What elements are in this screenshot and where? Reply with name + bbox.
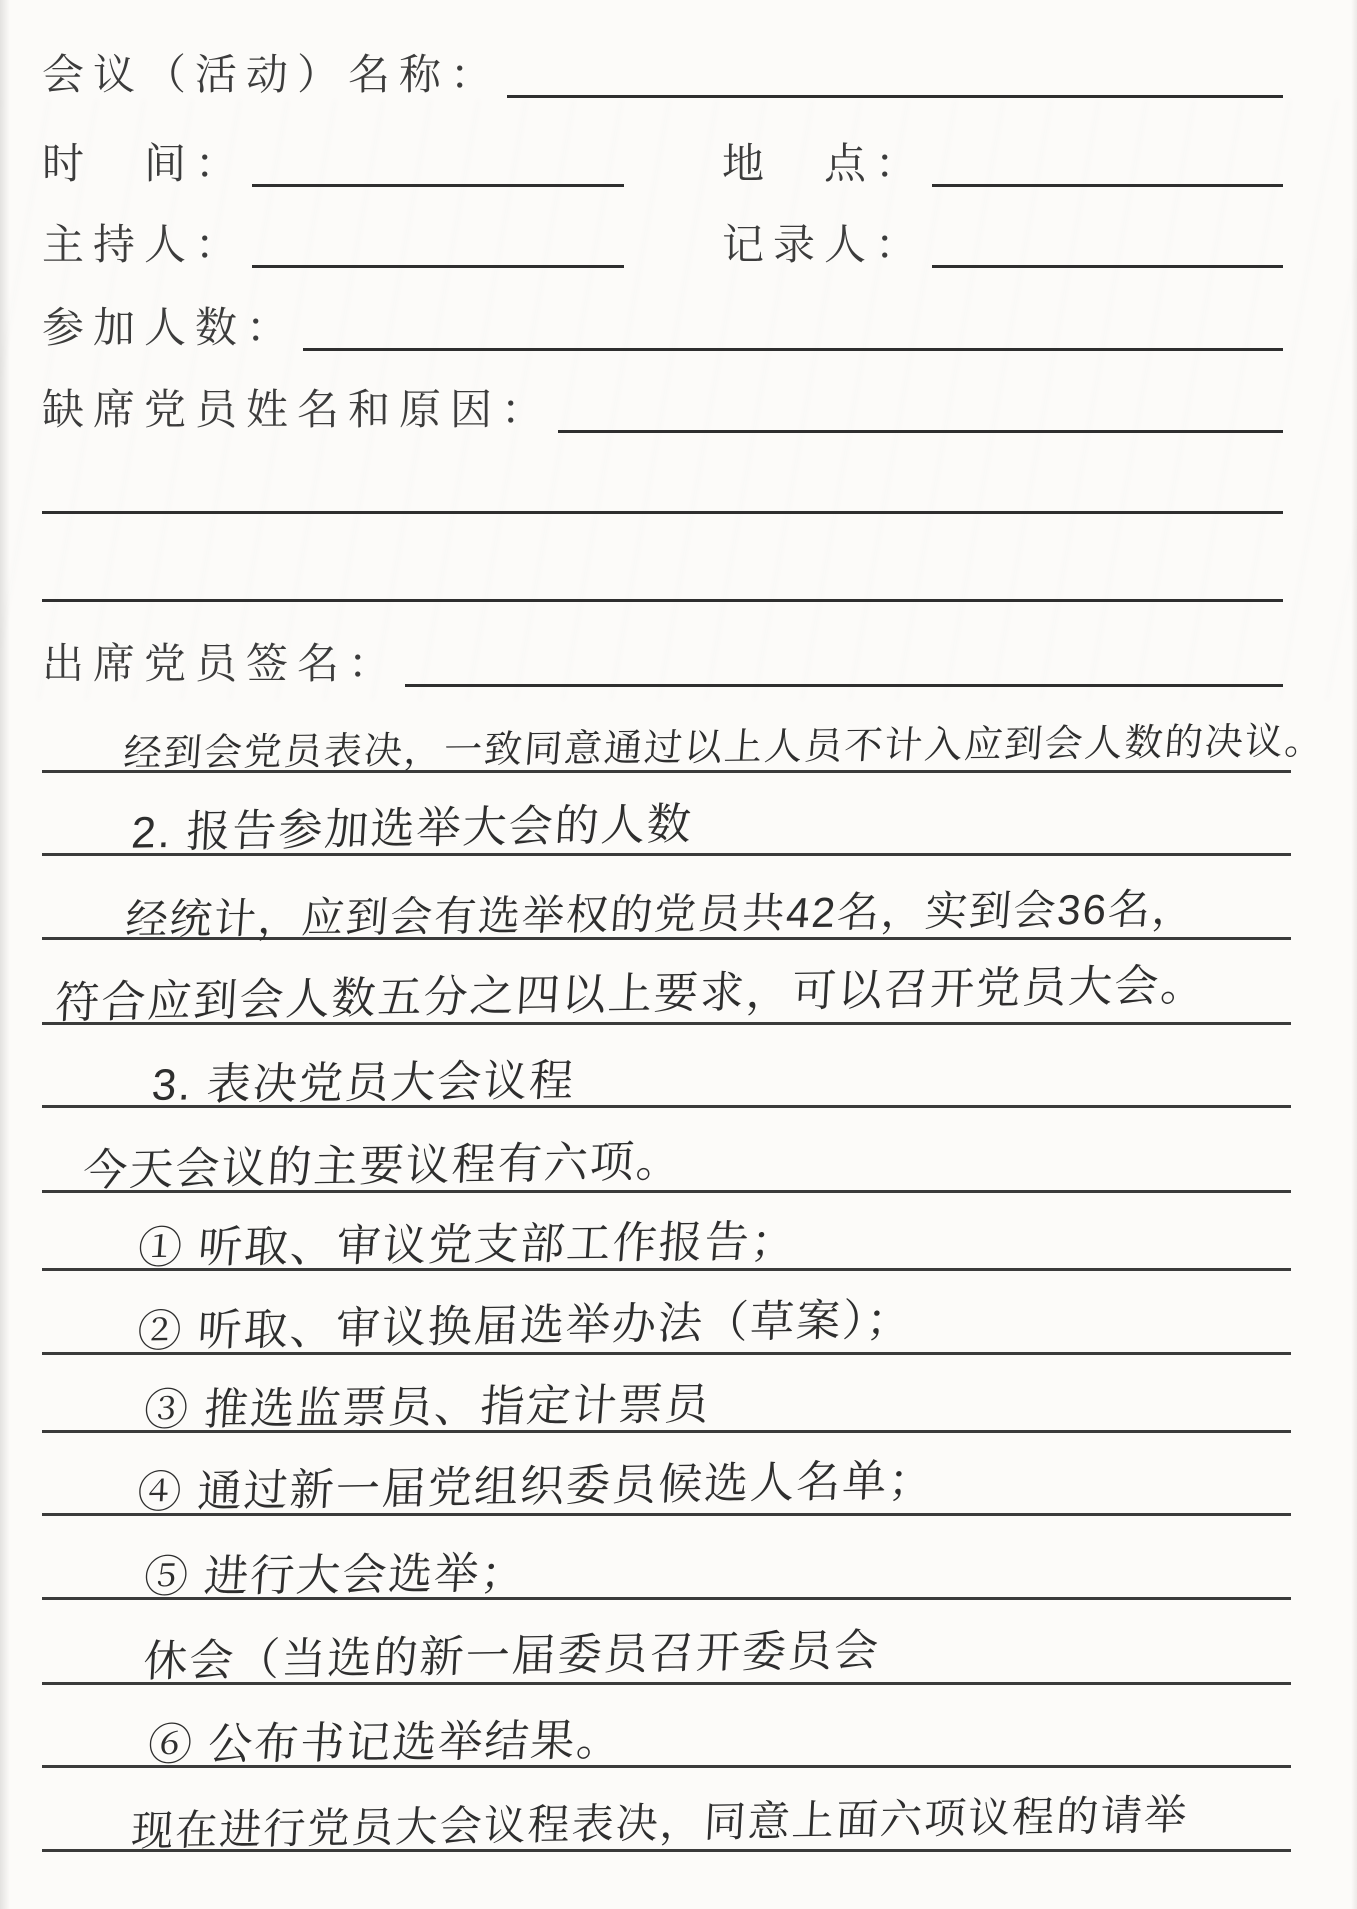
handwriting-text: ③ 推选监票员、指定计票员 bbox=[142, 1380, 713, 1436]
handwritten-line bbox=[42, 1769, 1291, 1855]
signature-label: 出席党员签名： bbox=[42, 640, 400, 687]
handwriting-text: ⑤ 进行大会选举； bbox=[142, 1549, 529, 1603]
absent-members-row bbox=[42, 381, 1283, 433]
handwritten-line bbox=[42, 1350, 1291, 1436]
time-blank-line bbox=[252, 132, 624, 187]
handwriting-text: ⑥ 公布书记选举结果。 bbox=[146, 1716, 625, 1771]
handwritten-line bbox=[42, 857, 1291, 943]
host-blank-line bbox=[252, 213, 624, 268]
signature-blank-line bbox=[405, 632, 1283, 687]
handwriting-text: ② 听取、审议换届选举办法（草案）； bbox=[136, 1295, 914, 1358]
signature-row bbox=[42, 635, 1283, 687]
location-label: 地 点： bbox=[722, 140, 927, 187]
handwritten-line bbox=[42, 1188, 1291, 1274]
location-blank-line bbox=[932, 132, 1283, 187]
participants-row bbox=[42, 299, 1283, 351]
handwriting-text: ① 听取、审议党支部工作报告； bbox=[136, 1217, 799, 1274]
handwriting-text: 现在进行党员大会议程表决，同意上面六项议程的请举 bbox=[130, 1790, 1190, 1855]
recorder-blank-line bbox=[932, 213, 1283, 268]
meeting-name-blank-line bbox=[507, 43, 1283, 98]
absent-members-continuation-line-1 bbox=[42, 511, 1283, 514]
time-label: 时 间： bbox=[42, 140, 247, 187]
handwritten-line bbox=[42, 1110, 1291, 1196]
scan-right-edge bbox=[1351, 0, 1357, 1909]
absent-members-label: 缺席党员姓名和原因： bbox=[42, 386, 553, 433]
participants-blank-line bbox=[303, 296, 1283, 351]
absent-members-continuation-line-2 bbox=[42, 599, 1283, 602]
handwritten-line bbox=[42, 1602, 1291, 1685]
handwritten-line bbox=[42, 1025, 1291, 1111]
handwritten-line bbox=[42, 1433, 1291, 1519]
handwritten-line bbox=[42, 690, 1327, 776]
meeting-name-row bbox=[42, 46, 1283, 98]
handwritten-line bbox=[42, 942, 1291, 1029]
recorder-label: 记录人： bbox=[722, 221, 927, 268]
handwriting-text: 符合应到会人数五分之四以上要求，可以召开党员大会。 bbox=[53, 961, 1208, 1029]
scan-left-edge bbox=[0, 0, 10, 1909]
handwriting-text: ④ 通过新一届党组织委员候选人名单； bbox=[136, 1456, 936, 1519]
handwritten-line bbox=[42, 1685, 1291, 1771]
meeting-name-label: 会议（活动）名称： bbox=[42, 51, 502, 98]
handwritten-line bbox=[42, 1272, 1291, 1358]
handwriting-text: 经统计，应到会有选举权的党员共42名，实到会36名， bbox=[124, 884, 1198, 943]
absent-members-blank-line bbox=[558, 378, 1283, 433]
handwritten-line bbox=[42, 773, 1291, 859]
host-label: 主持人： bbox=[42, 221, 247, 268]
handwriting-text: 经到会党员表决，一致同意通过以上人员不计入应到会人数的决议。 bbox=[122, 720, 1327, 776]
handwriting-text: 今天会议的主要议程有六项。 bbox=[82, 1137, 684, 1196]
handwriting-text: 2. 报告参加选举大会的人数 bbox=[130, 800, 695, 859]
handwriting-text: 休会（当选的新一届委员召开委员会 bbox=[142, 1626, 882, 1687]
time-location-row bbox=[42, 135, 1283, 187]
host-recorder-row bbox=[42, 216, 1283, 268]
handwritten-line bbox=[42, 1517, 1291, 1603]
handwriting-text: 3. 表决党员大会议程 bbox=[150, 1056, 578, 1111]
participants-label: 参加人数： bbox=[42, 304, 298, 351]
